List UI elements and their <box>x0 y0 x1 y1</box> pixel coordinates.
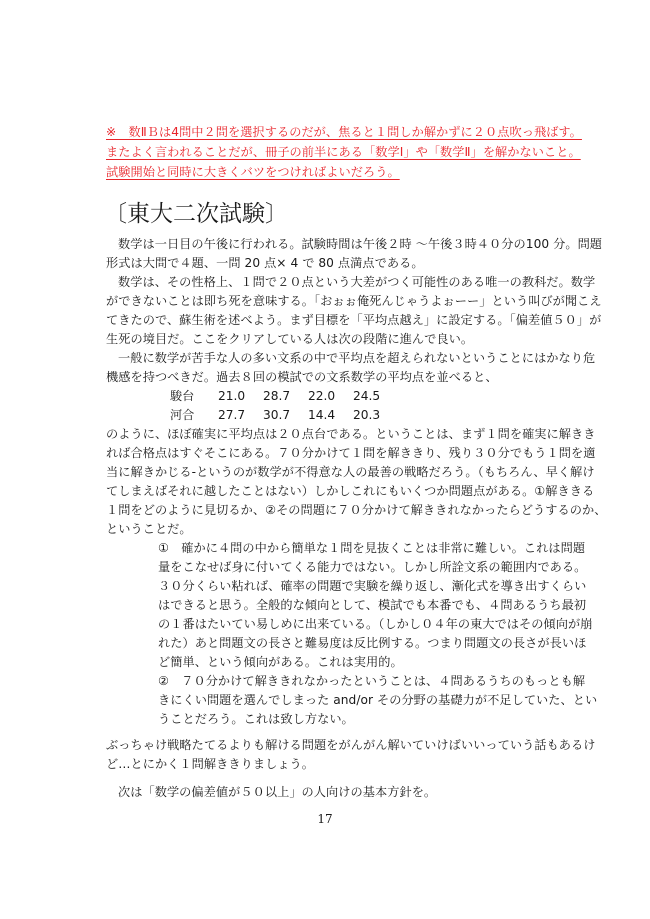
paragraph-line: ぶっちゃけ戦略たてるよりも解ける問題をがんがん解いていけばいいっていう話もあるけ <box>106 738 596 752</box>
score-label: 河合 <box>170 408 195 422</box>
page-number: 17 <box>317 812 333 826</box>
score-value: 28.7 <box>263 389 291 403</box>
paragraph-line: ができないことは即ち死を意味する。「おぉぉ俺死んじゃうよぉーー」という叫びが聞こえ <box>106 294 602 308</box>
paragraph-line: 当に解きかじる-というのが数学が不得意な人の最善の戦略だろう。（もちろん、早く解け <box>106 465 595 479</box>
list-item-line: の１番はたいてい易しめに出来ている。（しかし０４年の東大ではその傾向が崩 <box>158 617 593 631</box>
list-item-line: きにくい問題を選んでしまった and/or その分野の基礎力が不足していた、とい <box>158 693 598 707</box>
score-value: 22.0 <box>308 389 336 403</box>
list-item-line: ど簡単、という傾向がある。これは実用的。 <box>158 655 403 669</box>
paragraph-line: 一般に数学が苦手な人の多い文系の中で平均点を超えられないということにはかなり危 <box>118 351 596 365</box>
paragraph-line: 機感を持つべきだ。過去８回の模試での文系数学の平均点を並べると、 <box>106 370 498 384</box>
paragraph-line: のように、ほぼ確実に平均点は２０点台である。ということは、まず１問を確実に解きき <box>106 427 596 441</box>
paragraph-line: 数学は、その性格上、１問で２０点という大差がつく可能性のある唯一の教科だ。数学 <box>118 275 596 289</box>
paragraph-line: ど…とにかく１問解ききりましょう。 <box>106 757 315 771</box>
paragraph-line: 次は「数学の偏差値が５０以上」の人向けの基本方針を。 <box>118 785 437 799</box>
score-label: 駿台 <box>170 389 195 403</box>
list-item-line: はできると思う。全般的な傾向として、模試でも本番でも、４問あるうち最初 <box>158 598 587 612</box>
paragraph-line: １問をどのように見切るか、②その問題に７０分かけて解ききれなかったらどうするのか、 <box>106 503 607 517</box>
score-row-sundai <box>170 388 398 405</box>
list-item-line: ② ７０分かけて解ききれなかったということは、４問あるうちのもっとも解 <box>158 674 586 688</box>
note-line: またよく言われることだが、冊子の前半にある「数学Ⅰ」や「数学Ⅱ」を解かないこと。 <box>106 145 581 159</box>
score-value: 30.7 <box>263 408 291 422</box>
paragraph-line: れば合格点はすぐそこにある。７０分かけて１問を解ききり、残り３０分でもう１問を適 <box>106 446 596 460</box>
paragraph-line: 形式は大問で４題、一問 20 点× 4 で 80 点満点である。 <box>106 256 424 270</box>
list-item-line: ① 確かに４問の中から簡単な１問を見抜くことは非常に難しい。これは問題 <box>158 541 586 555</box>
score-value: 20.3 <box>353 408 381 422</box>
list-item-line: ３０分くらい粘れば、確率の問題で実験を繰り返し、漸化式を導き出すくらい <box>158 579 587 593</box>
score-value: 27.7 <box>218 408 246 422</box>
paragraph-line: てしまえばそれに越したことはない）しかしこれにもいくつか問題点がある。①解ききる <box>106 484 595 498</box>
list-item-line: れた）あと問題文の長さと難易度は反比例する。つまり問題文の長さが長いほ <box>158 636 587 650</box>
score-value: 14.4 <box>308 408 336 422</box>
section-title: 〔東大二次試験〕 <box>104 201 288 227</box>
paragraph-line: ということだ。 <box>106 522 192 536</box>
list-item-line: 量をこなせば身に付いてくる能力ではない。しかし所詮文系の範囲内である。 <box>158 560 587 574</box>
paragraph-line: てきたので、蘇生術を述べよう。まず目標を「平均点越え」に設定する。「偏差値５０」が <box>106 313 602 327</box>
note-line: ※ 数ⅡＢは4問中２問を選択するのだが、焦ると１問しか解かずに２０点吹っ飛ばす。 <box>106 125 582 139</box>
paragraph-line: 生死の境目だ。ここをクリアしている人は次の段階に進んで良い。 <box>106 332 474 346</box>
note-line: 試験開始と同時に大きくバツをつければよいだろう。 <box>106 165 400 179</box>
score-value: 24.5 <box>353 389 381 403</box>
list-item-line: うことだろう。これは致し方ない。 <box>158 712 354 726</box>
paragraph-line: 数学は一日目の午後に行われる。試験時間は午後２時 〜午後３時４０分の100 分。問題 <box>118 237 603 251</box>
score-row-kawai <box>170 407 398 424</box>
score-value: 21.0 <box>218 389 246 403</box>
